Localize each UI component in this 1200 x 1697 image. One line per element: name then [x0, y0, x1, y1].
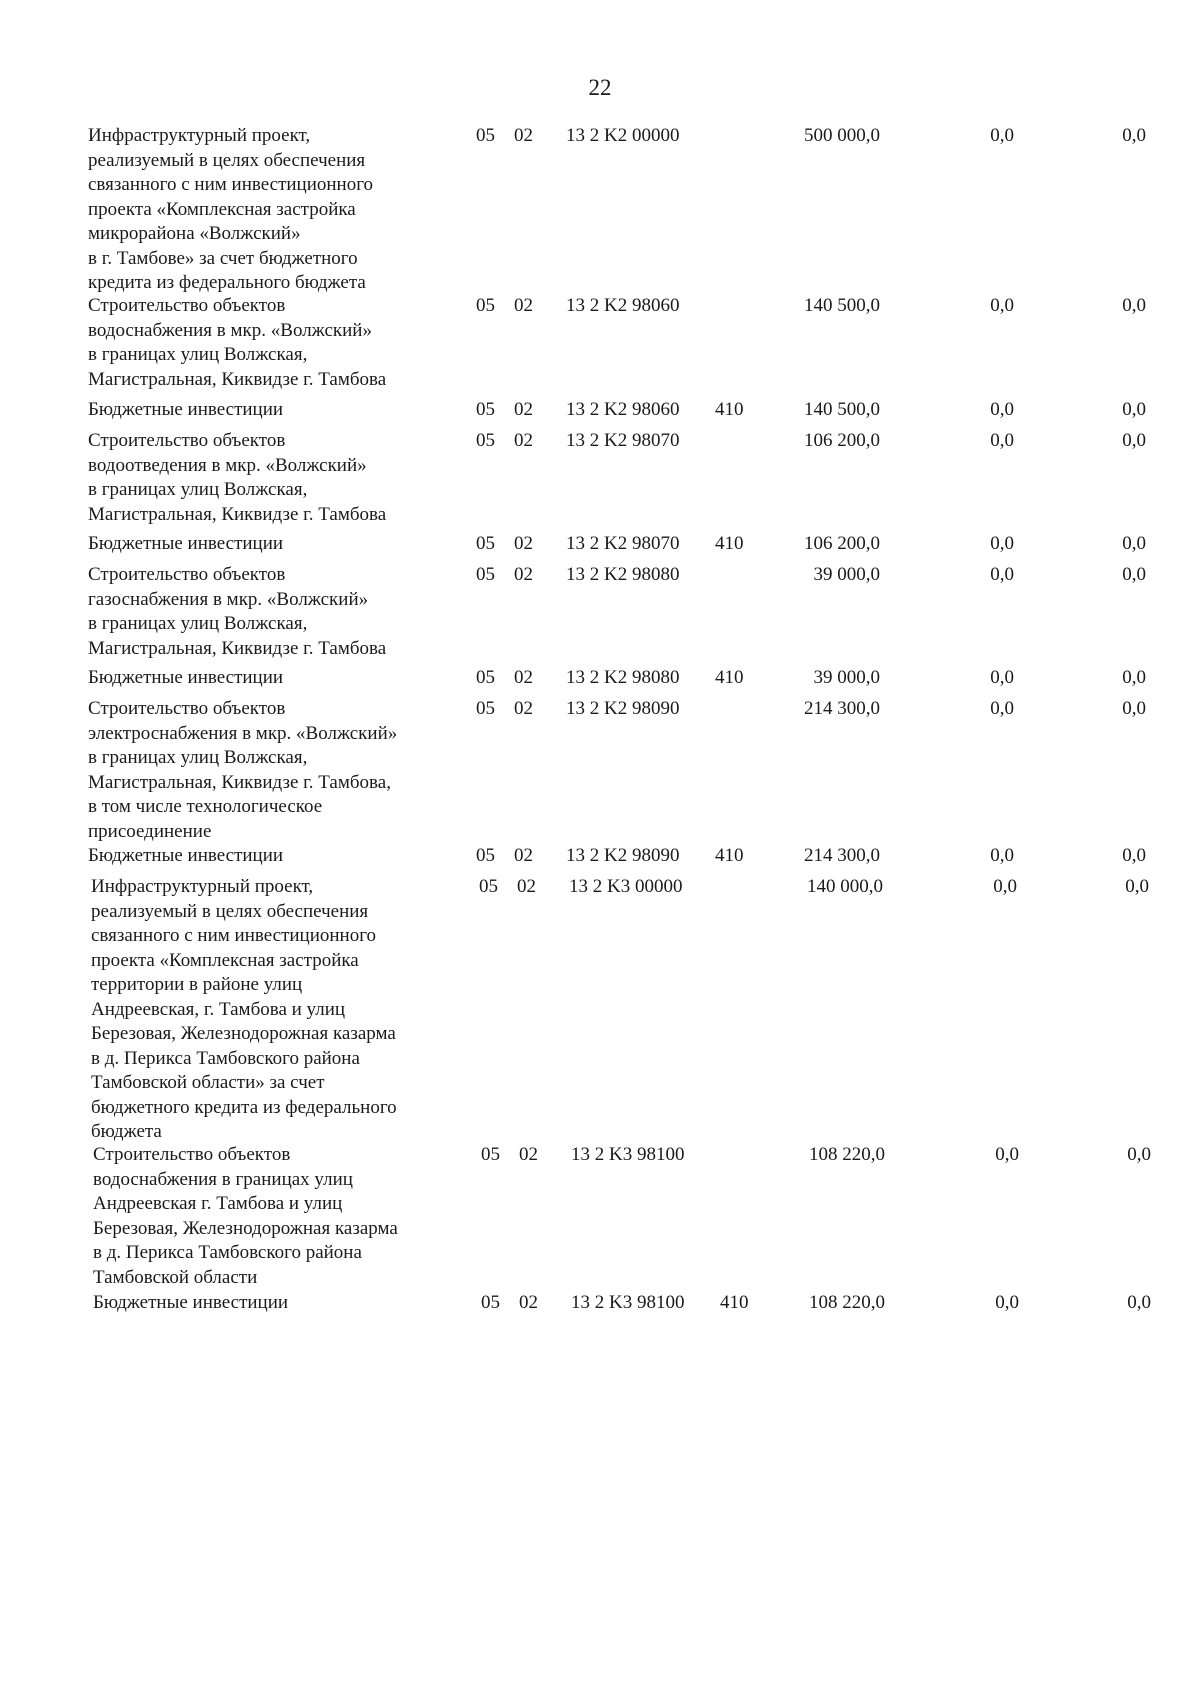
- amount-year-3: 0,0: [1122, 430, 1146, 451]
- amount-year-2: 0,0: [990, 667, 1014, 688]
- amount-year-2: 0,0: [990, 430, 1014, 451]
- subsection-code: 02: [519, 1144, 538, 1165]
- row-name: Строительство объектов водоснабжения в границах улиц Андреевская г. Тамбова и улиц Березовая, Железнодорожная казарма в д. Перикса Тамбовского района Тамбовской области: [93, 1144, 398, 1288]
- target-article-code: 13 2 K2 00000: [566, 125, 680, 146]
- target-article-code: 13 2 K2 98080: [566, 667, 680, 688]
- row-name: Строительство объектов электроснабжения в мкр. «Волжский» в границах улиц Волжская, Магистральная, Киквидзе г. Тамбова, в том числе технологическое присоединение: [88, 698, 398, 842]
- amount-year-2: 0,0: [990, 399, 1014, 420]
- amount-year-3: 0,0: [1122, 399, 1146, 420]
- target-article-code: 13 2 K2 98090: [566, 845, 680, 866]
- target-article-code: 13 2 K2 98070: [566, 533, 680, 554]
- amount-year-1: 214 300,0: [804, 698, 880, 719]
- subsection-code: 02: [514, 533, 533, 554]
- amount-year-3: 0,0: [1122, 125, 1146, 146]
- subsection-code: 02: [514, 667, 533, 688]
- target-article-code: 13 2 K2 98070: [566, 430, 680, 451]
- amount-year-3: 0,0: [1122, 698, 1146, 719]
- row-name: Бюджетные инвестиции: [88, 533, 284, 554]
- amount-year-2: 0,0: [993, 876, 1017, 897]
- section-code: 05: [476, 399, 495, 420]
- section-code: 05: [476, 295, 495, 316]
- subsection-code: 02: [517, 876, 536, 897]
- expense-type-code: 410: [720, 1292, 749, 1313]
- target-article-code: 13 2 K2 98080: [566, 564, 680, 585]
- section-code: 05: [476, 845, 495, 866]
- amount-year-1: 106 200,0: [804, 430, 880, 451]
- target-article-code: 13 2 K3 98100: [571, 1292, 685, 1313]
- row-name: Инфраструктурный проект, реализуемый в целях обеспечения связанного с ним инвестиционного проекта «Комплексная застройка микрорайона «Волжский» в г. Тамбове» за счет бюджетного кредита из федерального бюджета: [88, 125, 374, 293]
- amount-year-3: 0,0: [1125, 876, 1149, 897]
- section-code: 05: [476, 564, 495, 585]
- section-code: 05: [476, 698, 495, 719]
- subsection-code: 02: [514, 295, 533, 316]
- section-code: 05: [476, 125, 495, 146]
- target-article-code: 13 2 K2 98060: [566, 295, 680, 316]
- section-code: 05: [476, 667, 495, 688]
- target-article-code: 13 2 K3 98100: [571, 1144, 685, 1165]
- amount-year-1: 500 000,0: [804, 125, 880, 146]
- subsection-code: 02: [514, 399, 533, 420]
- amount-year-1: 39 000,0: [813, 564, 880, 585]
- amount-year-3: 0,0: [1122, 667, 1146, 688]
- amount-year-2: 0,0: [990, 845, 1014, 866]
- subsection-code: 02: [514, 698, 533, 719]
- row-name: Строительство объектов газоснабжения в мкр. «Волжский» в границах улиц Волжская, Магистральная, Киквидзе г. Тамбова: [88, 564, 387, 659]
- expense-type-code: 410: [715, 399, 744, 420]
- expense-type-code: 410: [715, 667, 744, 688]
- subsection-code: 02: [514, 430, 533, 451]
- row-name: Бюджетные инвестиции: [88, 399, 284, 420]
- subsection-code: 02: [519, 1292, 538, 1313]
- amount-year-2: 0,0: [990, 564, 1014, 585]
- amount-year-2: 0,0: [990, 295, 1014, 316]
- amount-year-3: 0,0: [1127, 1292, 1151, 1313]
- amount-year-2: 0,0: [990, 125, 1014, 146]
- amount-year-1: 108 220,0: [809, 1292, 885, 1313]
- subsection-code: 02: [514, 845, 533, 866]
- amount-year-1: 214 300,0: [804, 845, 880, 866]
- section-code: 05: [476, 430, 495, 451]
- amount-year-1: 39 000,0: [813, 667, 880, 688]
- amount-year-2: 0,0: [995, 1292, 1019, 1313]
- amount-year-3: 0,0: [1122, 295, 1146, 316]
- row-name: Строительство объектов водоотведения в мкр. «Волжский» в границах улиц Волжская, Магистральная, Киквидзе г. Тамбова: [88, 430, 387, 525]
- amount-year-1: 140 500,0: [804, 399, 880, 420]
- section-code: 05: [481, 1144, 500, 1165]
- amount-year-1: 106 200,0: [804, 533, 880, 554]
- row-name: Строительство объектов водоснабжения в мкр. «Волжский» в границах улиц Волжская, Магистральная, Киквидзе г. Тамбова: [88, 295, 387, 390]
- amount-year-3: 0,0: [1122, 533, 1146, 554]
- expense-type-code: 410: [715, 845, 744, 866]
- amount-year-2: 0,0: [990, 533, 1014, 554]
- section-code: 05: [481, 1292, 500, 1313]
- amount-year-3: 0,0: [1127, 1144, 1151, 1165]
- row-name: Бюджетные инвестиции: [93, 1292, 289, 1313]
- amount-year-3: 0,0: [1122, 564, 1146, 585]
- amount-year-2: 0,0: [990, 698, 1014, 719]
- target-article-code: 13 2 K2 98090: [566, 698, 680, 719]
- amount-year-3: 0,0: [1122, 845, 1146, 866]
- target-article-code: 13 2 K2 98060: [566, 399, 680, 420]
- subsection-code: 02: [514, 564, 533, 585]
- target-article-code: 13 2 K3 00000: [569, 876, 683, 897]
- row-name: Инфраструктурный проект, реализуемый в целях обеспечения связанного с ним инвестиционного проекта «Комплексная застройка территории в районе улиц Андреевская, г. Тамбова и улиц Березовая, Железнодорожная казарма в д. Перикса Тамбовского района Тамбовской области» за счет бюджетного кредита из федерального бюджета: [91, 876, 397, 1142]
- expense-type-code: 410: [715, 533, 744, 554]
- row-name: Бюджетные инвестиции: [88, 845, 284, 866]
- subsection-code: 02: [514, 125, 533, 146]
- amount-year-1: 140 500,0: [804, 295, 880, 316]
- section-code: 05: [476, 533, 495, 554]
- row-name: Бюджетные инвестиции: [88, 667, 284, 688]
- amount-year-1: 108 220,0: [809, 1144, 885, 1165]
- amount-year-1: 140 000,0: [807, 876, 883, 897]
- page-number: 22: [588, 75, 612, 100]
- amount-year-2: 0,0: [995, 1144, 1019, 1165]
- section-code: 05: [479, 876, 498, 897]
